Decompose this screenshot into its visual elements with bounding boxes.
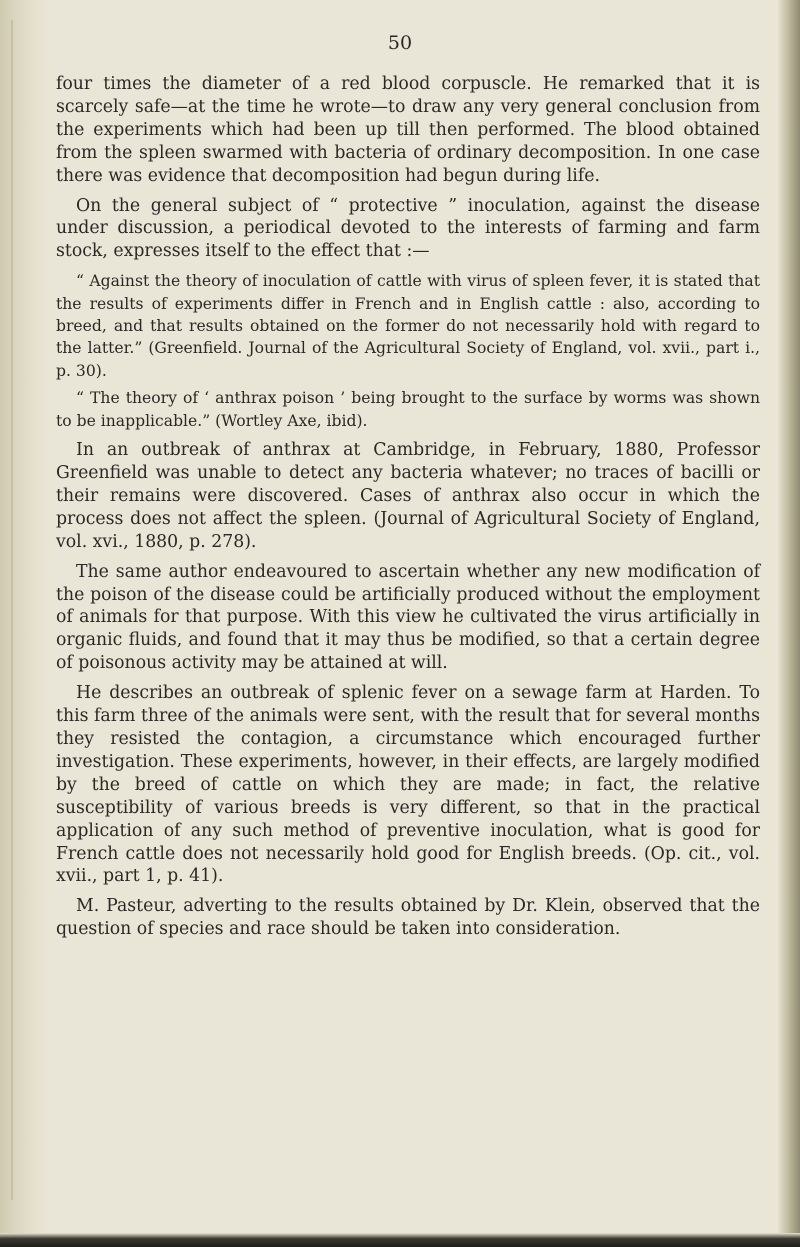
page-number: 50 — [387, 32, 413, 54]
quote-greenfield: “ Against the theory of inoculation of cattle with virus of spleen fever, it is stated that the results of experiments differ in French and in English cattle : also, according to breed, and that results obtained on the former do not necessarily hold with regard to the latter.” (Greenfield. Journal of the Agricultural Society of England, vol. xvii., part i., p. 30). — [56, 272, 760, 380]
paragraph-6: M. Pasteur, adverting to the results obtained by Dr. Klein, observed that the question of species and race should be taken into consideration. — [56, 896, 760, 940]
paragraph-5: He describes an outbreak of splenic fever on a sewage farm at Harden. To this farm three of the animals were sent, with the result that for several months they resisted the contagion, a circumstance which encouraged further investigation. These experiments, however, in their effects, are largely modified by the breed of cattle on which they are made; in fact, the relative susceptibility of various breeds is very different, so that in the practical application of any such method of preventive inoculation, what is good for French cattle does not necessarily hold good for English breeds. (Op. cit., vol. xvii., part 1, p. 41). — [56, 683, 760, 887]
paragraph-3: In an outbreak of anthrax at Cambridge, in February, 1880, Professor Greenfield was unable to detect any bacteria whatever; no traces of bacilli or their remains were discovered. Cases of anthrax also occur in which the process does not affect the spleen. (Journal of Agricultural Society of England, vol. xvi., 1880, p. 278). — [56, 440, 760, 552]
text-block — [56, 73, 760, 941]
binding-crease — [11, 20, 13, 1200]
paragraph-4: The same author endeavoured to ascertain whether any new modification of the poison of the disease could be artificially produced without the employment of animals for that purpose. With this view he cultivated the virus artificially in organic fluids, and found that it may thus be modified, so that a certain degree of poisonous activity may be attained at will. — [56, 561, 760, 674]
paragraph-1: four times the diameter of a red blood corpuscle. He remarked that it is scarcely safe—at the time he wrote—to draw any very general conclusion from the experiments which had been up till then performed. The blood obtained from the spleen swarmed with bacteria of ordinary decomposition. In one case there was evidence that decomposition had begun during life. — [56, 74, 760, 186]
page-bottom-edge — [0, 1233, 800, 1247]
page-binding-shadow — [0, 0, 52, 1247]
page-edge-shadow — [778, 0, 800, 1247]
paragraph-2: On the general subject of “ protective ” inoculation, against the disease under discussion, a periodical devoted to the interests of farming and farm stock, expresses itself to the effect that :— — [56, 195, 760, 262]
quote-wortley-axe: “ The theory of ‘ anthrax poison ’ being brought to the surface by worms was shown to be inapplicable.” (Wortley Axe, ibid). — [56, 389, 760, 430]
